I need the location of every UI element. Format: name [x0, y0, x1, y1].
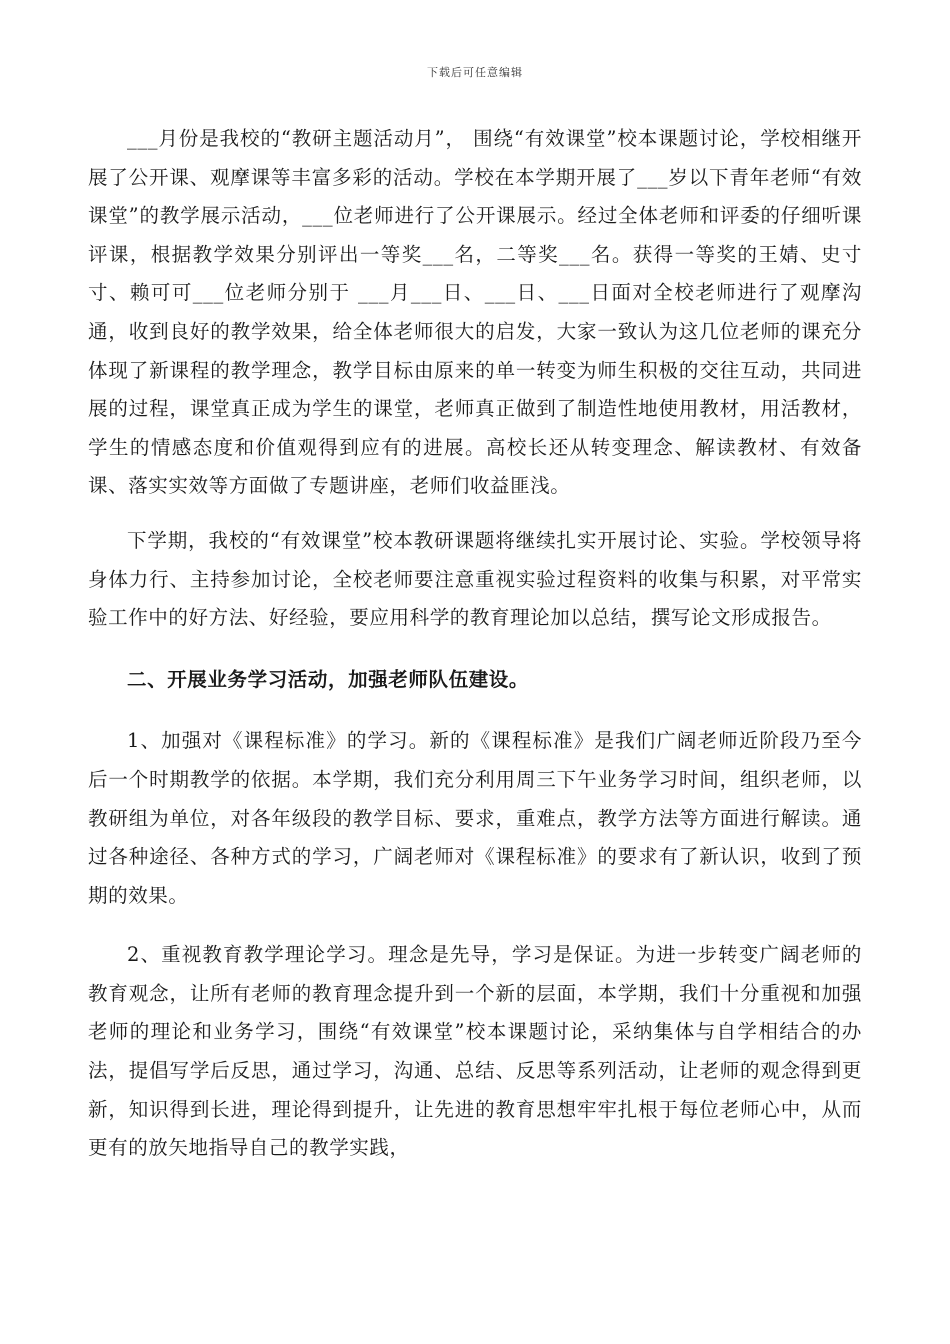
- paragraph-theory-study: 2、重视教育教学理论学习。理念是先导，学习是保证。为进一步转变广阔老师的教育观念，让所有老师的教育理念提升到一个新的层面，本学期，我们十分重视和加强老师的理论和业务学习，围绕“有效课堂”校本课题讨论，采纳集体与自学相结合的办法，提倡写学后反思，通过学习，沟通、总结、反思等系列活动，让老师的观念得到更新，知识得到长进，理论得到提升，让先进的教育思想牢牢扎根于每位老师心中，从而更有的放矢地指导自己的教学实践，: [88, 943, 862, 1160]
- section-heading: 二、开展业务学习活动，加强老师队伍建设。: [127, 667, 530, 691]
- paragraph-curriculum-standards: 1、加强对《课程标准》的学习。新的《课程标准》是我们广阔老师近阶段乃至今后一个时期教学的依据。本学期，我们充分利用周三下午业务学习时间，组织老师，以教研组为单位，对各年级段的教学目标、要求，重难点，教学方法等方面进行解读。通过各种途径、各种方式的学习，广阔老师对《课程标准》的要求有了新认识，收到了预期的效果。: [88, 729, 862, 907]
- header-note: 下载后可任意编辑: [427, 66, 523, 79]
- paragraph-next-semester: 下学期，我校的“有效课堂”校本教研课题将继续扎实开展讨论、实验。学校领导将身体力行、主持参加讨论，全校老师要注意重视实验过程资料的收集与积累，对平常实验工作中的好方法、好经验，要应用科学的教育理论加以总结，撰写论文形成报告。: [88, 528, 862, 630]
- paragraph-teaching-research-month: ___月份是我校的“教研主题活动月”， 围绕“有效课堂”校本课题讨论，学校相继开展了公开课、观摩课等丰富多彩的活动。学校在本学期开展了___岁以下青年老师“有效课堂”的教学展示活动，___位老师进行了公开课展示。经过全体老师和评委的仔细听课评课，根据教学效果分别评出一等奖___名，二等奖___名。获得一等奖的王婧、史寸寸、赖可可___位老师分别于 ___月___日、___日、___日面对全校老师进行了观摩沟通，收到良好的教学效果，给全体老师很大的启发，大家一致认为这几位老师的课充分体现了新课程的教学理念，教学目标由原来的单一转变为师生积极的交往互动，共同进展的过程，课堂真正成为学生的课堂，老师真正做到了制造性地使用教材，用活教材，学生的情感态度和价值观得到应有的进展。高校长还从转变理念、解读教材、有效备课、落实实效等方面做了专题讲座，老师们收益匪浅。: [88, 127, 862, 498]
- document-body: [88, 120, 862, 1168]
